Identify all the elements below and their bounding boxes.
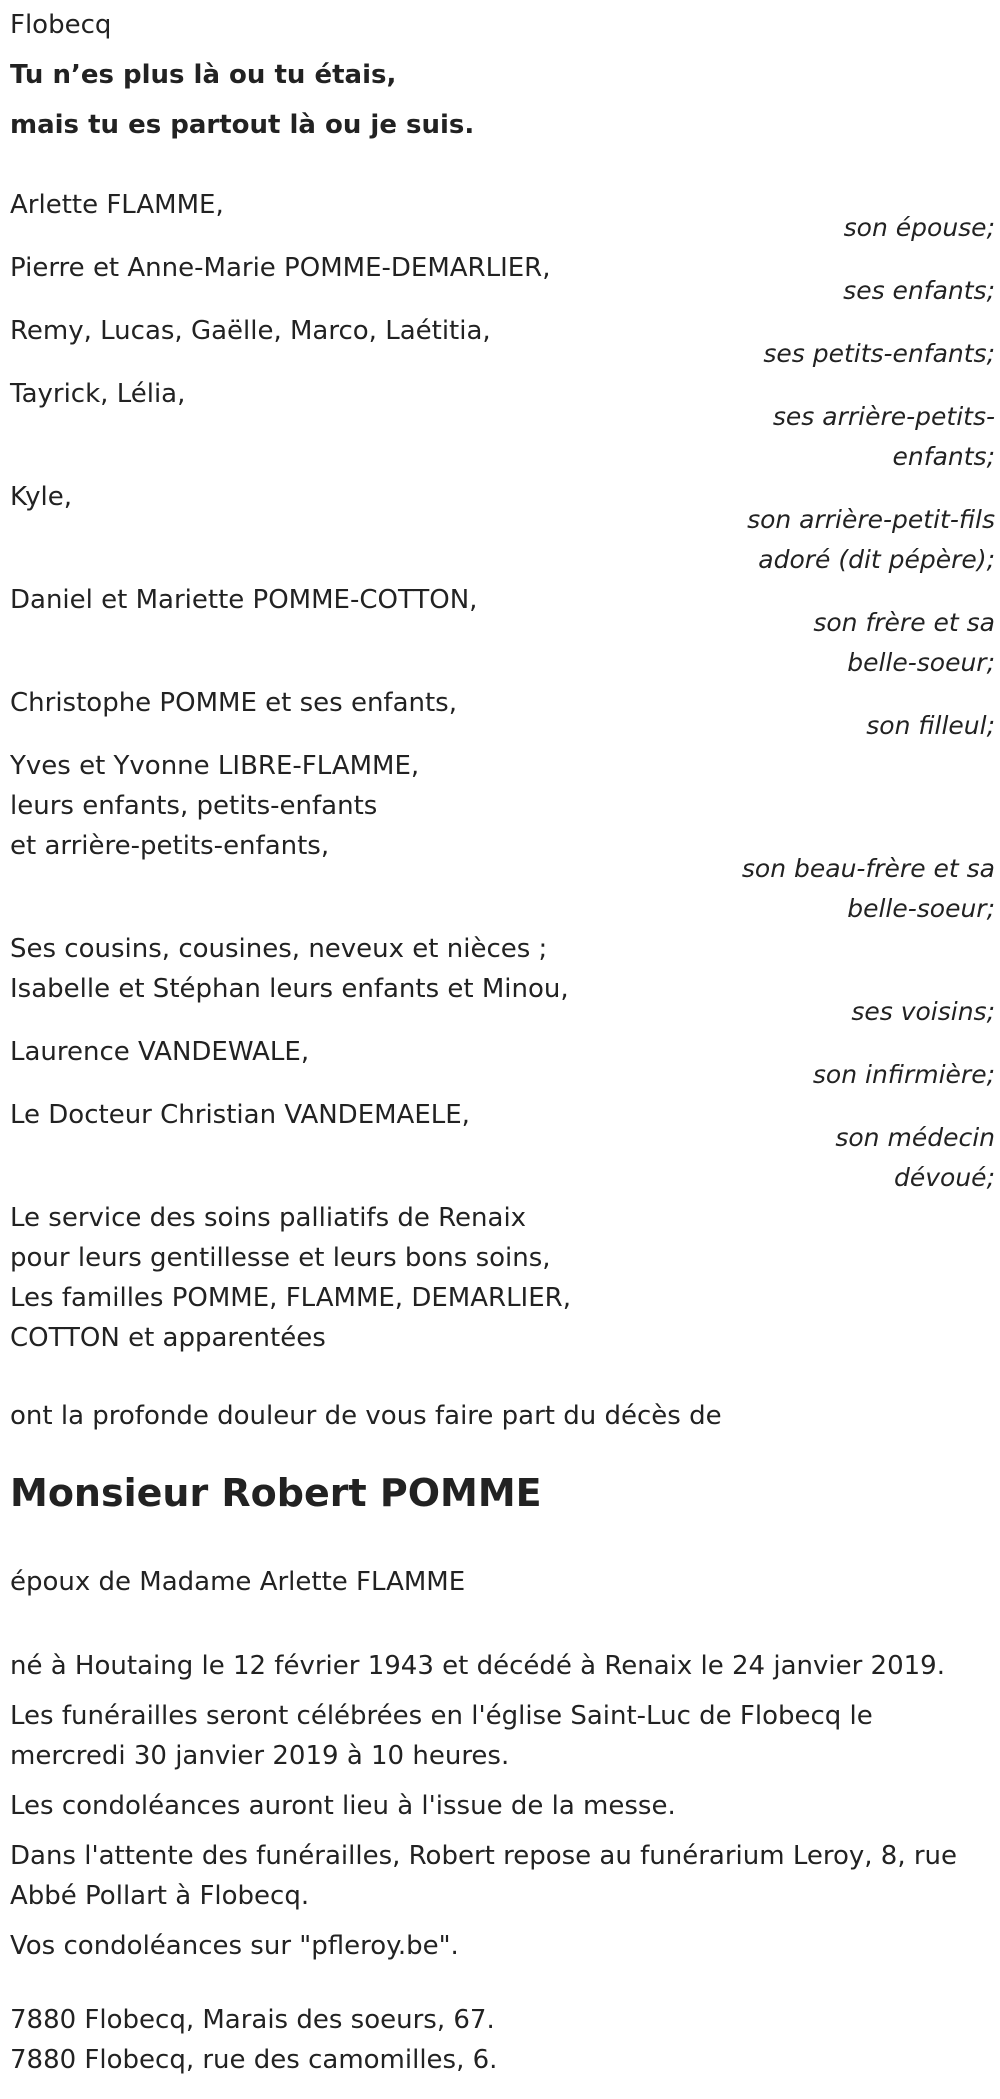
family-relation: son épouse; bbox=[843, 213, 995, 242]
family-relation-line-1: son médecin bbox=[835, 1123, 995, 1152]
family-name: Arlette FLAMME, bbox=[10, 190, 224, 220]
address-1: 7880 Flobecq, Marais des soeurs, 67. bbox=[10, 2005, 495, 2035]
place-label: Flobecq bbox=[10, 10, 112, 40]
family-relation: ses voisins; bbox=[851, 997, 995, 1026]
family-name-line-3: et arrière-petits-enfants, bbox=[10, 831, 330, 861]
family-name: Daniel et Mariette POMME-COTTON, bbox=[10, 585, 478, 615]
announcement: ont la profonde douleur de vous faire part du décès de bbox=[10, 1401, 722, 1431]
family-relation-line-1: son beau-frère et sa bbox=[741, 854, 995, 883]
closing-line-3: Les familles POMME, FLAMME, DEMARLIER, bbox=[10, 1283, 571, 1313]
family-relation-line-1: son arrière-petit-fils bbox=[747, 505, 995, 534]
quote-line-2: mais tu es partout là ou je suis. bbox=[10, 110, 475, 140]
family-relation-line-2: belle-soeur; bbox=[847, 648, 995, 677]
family-name-line-2: leurs enfants, petits-enfants bbox=[10, 791, 378, 821]
birth-death-line: né à Houtaing le 12 février 1943 et décédé à Renaix le 24 janvier 2019. bbox=[10, 1651, 945, 1681]
family-name: Le Docteur Christian VANDEMAELE, bbox=[10, 1100, 470, 1130]
closing-line-4: COTTON et apparentées bbox=[10, 1323, 326, 1353]
family-name: Kyle, bbox=[10, 482, 73, 512]
closing-line-1: Le service des soins palliatifs de Renaix bbox=[10, 1203, 527, 1233]
closing-line-2: pour leurs gentillesse et leurs bons soins, bbox=[10, 1243, 551, 1273]
family-name: Laurence VANDEWALE, bbox=[10, 1037, 310, 1067]
family-name: Tayrick, Lélia, bbox=[10, 379, 186, 409]
address-2: 7880 Flobecq, rue des camomilles, 6. bbox=[10, 2045, 498, 2075]
family-relation-line-2: belle-soeur; bbox=[847, 894, 995, 923]
family-relation-line-2: enfants; bbox=[892, 442, 995, 471]
family-relation: son infirmière; bbox=[812, 1060, 995, 1089]
funeral-line-1: Les funérailles seront célébrées en l'église Saint-Luc de Flobecq le bbox=[10, 1701, 873, 1731]
condolences-time: Les condoléances auront lieu à l'issue de la messe. bbox=[10, 1791, 676, 1821]
family-name-line-2: Isabelle et Stéphan leurs enfants et Minou, bbox=[10, 974, 569, 1004]
funeral-line-2: mercredi 30 janvier 2019 à 10 heures. bbox=[10, 1741, 510, 1771]
family-name-line-1: Ses cousins, cousines, neveux et nièces ; bbox=[10, 934, 548, 964]
family-relation-line-2: dévoué; bbox=[894, 1163, 995, 1192]
family-relation-line-2: adoré (dit pépère); bbox=[758, 545, 995, 574]
family-name: Pierre et Anne-Marie POMME-DEMARLIER, bbox=[10, 253, 551, 283]
family-relation-line-1: son frère et sa bbox=[813, 608, 995, 637]
online-condolences: Vos condoléances sur "pfleroy.be". bbox=[10, 1931, 459, 1961]
family-relation: son filleul; bbox=[866, 711, 995, 740]
family-name: Remy, Lucas, Gaëlle, Marco, Laétitia, bbox=[10, 316, 491, 346]
family-name: Christophe POMME et ses enfants, bbox=[10, 688, 457, 718]
spouse-line: époux de Madame Arlette FLAMME bbox=[10, 1567, 466, 1597]
quote-line-1: Tu n’es plus là ou tu étais, bbox=[10, 60, 397, 90]
family-name-line-1: Yves et Yvonne LIBRE-FLAMME, bbox=[10, 751, 420, 781]
rest-line-1: Dans l'attente des funérailles, Robert repose au funérarium Leroy, 8, rue bbox=[10, 1841, 958, 1871]
family-relation: ses petits-enfants; bbox=[763, 339, 995, 368]
family-relation-line-1: ses arrière-petits- bbox=[772, 402, 995, 431]
family-relation: ses enfants; bbox=[843, 276, 995, 305]
rest-line-2: Abbé Pollart à Flobecq. bbox=[10, 1881, 310, 1911]
deceased-name: Monsieur Robert POMME bbox=[10, 1471, 542, 1515]
